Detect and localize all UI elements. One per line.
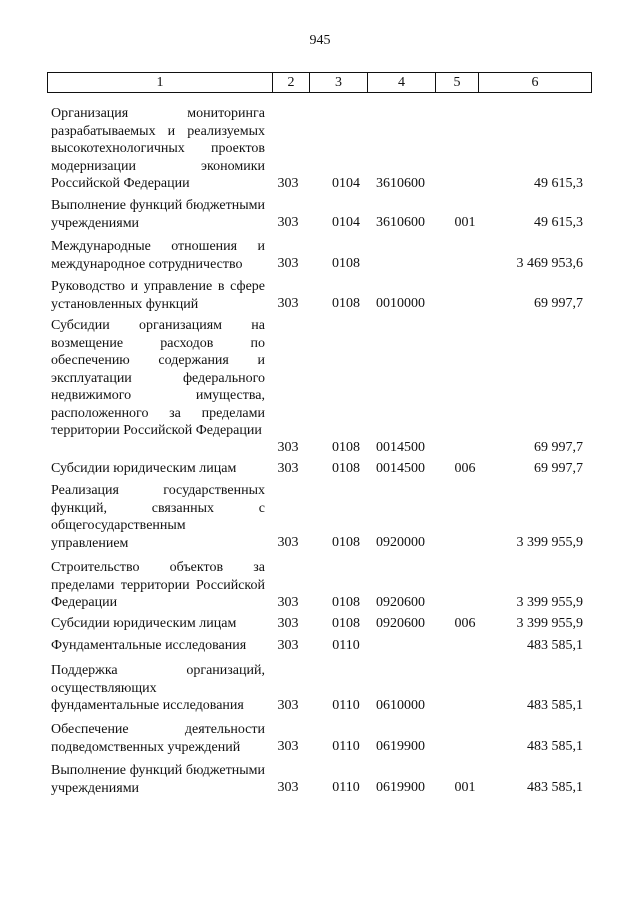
row-name: Реализация государственных функций, связанных с общегосударственным управлением [51, 483, 265, 551]
row-amount: 69 997,7 [534, 296, 583, 311]
row-name: Международные отношения и международное сотрудничество [51, 239, 265, 272]
row-name: Обеспечение деятельности подведомственных учреждений [51, 722, 265, 755]
row-code-2: 303 [277, 698, 299, 713]
row-code-3: 0108 [332, 595, 360, 610]
row-code-3: 0104 [332, 215, 360, 230]
row-code-2: 303 [277, 638, 299, 653]
row-code-2: 303 [277, 296, 299, 311]
row-code-3: 0104 [332, 176, 360, 191]
row-name: Выполнение функций бюджетными учреждениями [51, 763, 265, 796]
row-name: Строительство объектов за пределами территории Российской Федерации [51, 560, 265, 610]
row-amount: 483 585,1 [527, 780, 583, 795]
row-code-4: 3610600 [376, 215, 425, 230]
row-code-3: 0108 [332, 461, 360, 476]
row-code-3: 0108 [332, 256, 360, 271]
column-header-row [48, 73, 592, 93]
row-code-4: 0014500 [376, 440, 425, 455]
row-code-3: 0110 [332, 739, 360, 754]
row-code-4: 0610000 [376, 698, 425, 713]
row-amount: 483 585,1 [527, 638, 583, 653]
column-header-5: 5 [436, 73, 479, 93]
row-amount: 69 997,7 [534, 461, 583, 476]
column-header-2: 2 [273, 73, 310, 93]
row-code-3: 0110 [332, 698, 360, 713]
column-header-table [47, 72, 592, 93]
row-code-2: 303 [277, 176, 299, 191]
row-amount: 483 585,1 [527, 698, 583, 713]
row-name: Выполнение функций бюджетными учреждениями [51, 198, 265, 231]
row-amount: 3 399 955,9 [516, 616, 583, 631]
row-code-2: 303 [277, 256, 299, 271]
row-code-4: 3610600 [376, 176, 425, 191]
row-code-3: 0108 [332, 616, 360, 631]
row-code-3: 0108 [332, 440, 360, 455]
row-name: Субсидии юридическим лицам [51, 616, 237, 631]
row-code-4: 0920600 [376, 616, 425, 631]
row-code-4: 0619900 [376, 780, 425, 795]
row-name: Субсидии организациям на возмещение расходов по обеспечению содержания и эксплуатации федерального недвижимого имущества, расположенного за пределами территории Российской Федерации [51, 318, 265, 438]
row-code-5: 006 [454, 616, 476, 631]
column-header-3: 3 [310, 73, 368, 93]
row-code-5: 001 [454, 780, 476, 795]
row-code-2: 303 [277, 595, 299, 610]
row-code-4: 0014500 [376, 461, 425, 476]
row-amount: 69 997,7 [534, 440, 583, 455]
row-amount: 49 615,3 [534, 215, 583, 230]
row-name: Субсидии юридическим лицам [51, 461, 237, 476]
row-amount: 3 399 955,9 [516, 595, 583, 610]
row-code-4: 0619900 [376, 739, 425, 754]
row-code-2: 303 [277, 780, 299, 795]
row-code-4: 0920000 [376, 535, 425, 550]
row-name: Поддержка организаций, осуществляющих фундаментальные исследования [51, 663, 265, 713]
row-code-4: 0920600 [376, 595, 425, 610]
page-number: 945 [309, 33, 331, 48]
row-code-2: 303 [277, 461, 299, 476]
row-code-3: 0108 [332, 535, 360, 550]
column-header-1: 1 [48, 73, 273, 93]
row-name: Руководство и управление в сфере установленных функций [51, 279, 265, 312]
column-header-6: 6 [479, 73, 592, 93]
row-code-3: 0108 [332, 296, 360, 311]
row-code-5: 001 [454, 215, 476, 230]
row-code-2: 303 [277, 215, 299, 230]
row-amount: 3 399 955,9 [516, 535, 583, 550]
row-code-3: 0110 [332, 780, 360, 795]
row-amount: 49 615,3 [534, 176, 583, 191]
row-code-2: 303 [277, 535, 299, 550]
row-code-4: 0010000 [376, 296, 425, 311]
row-name: Организация мониторинга разрабатываемых и реализуемых высокотехнологичных проектов модернизации экономики Российской Федерации [51, 106, 265, 191]
row-code-3: 0110 [332, 638, 360, 653]
row-code-2: 303 [277, 440, 299, 455]
row-code-2: 303 [277, 739, 299, 754]
row-amount: 483 585,1 [527, 739, 583, 754]
row-code-5: 006 [454, 461, 476, 476]
column-header-4: 4 [368, 73, 436, 93]
row-code-2: 303 [277, 616, 299, 631]
row-name: Фундаментальные исследования [51, 638, 247, 653]
row-amount: 3 469 953,6 [516, 256, 583, 271]
